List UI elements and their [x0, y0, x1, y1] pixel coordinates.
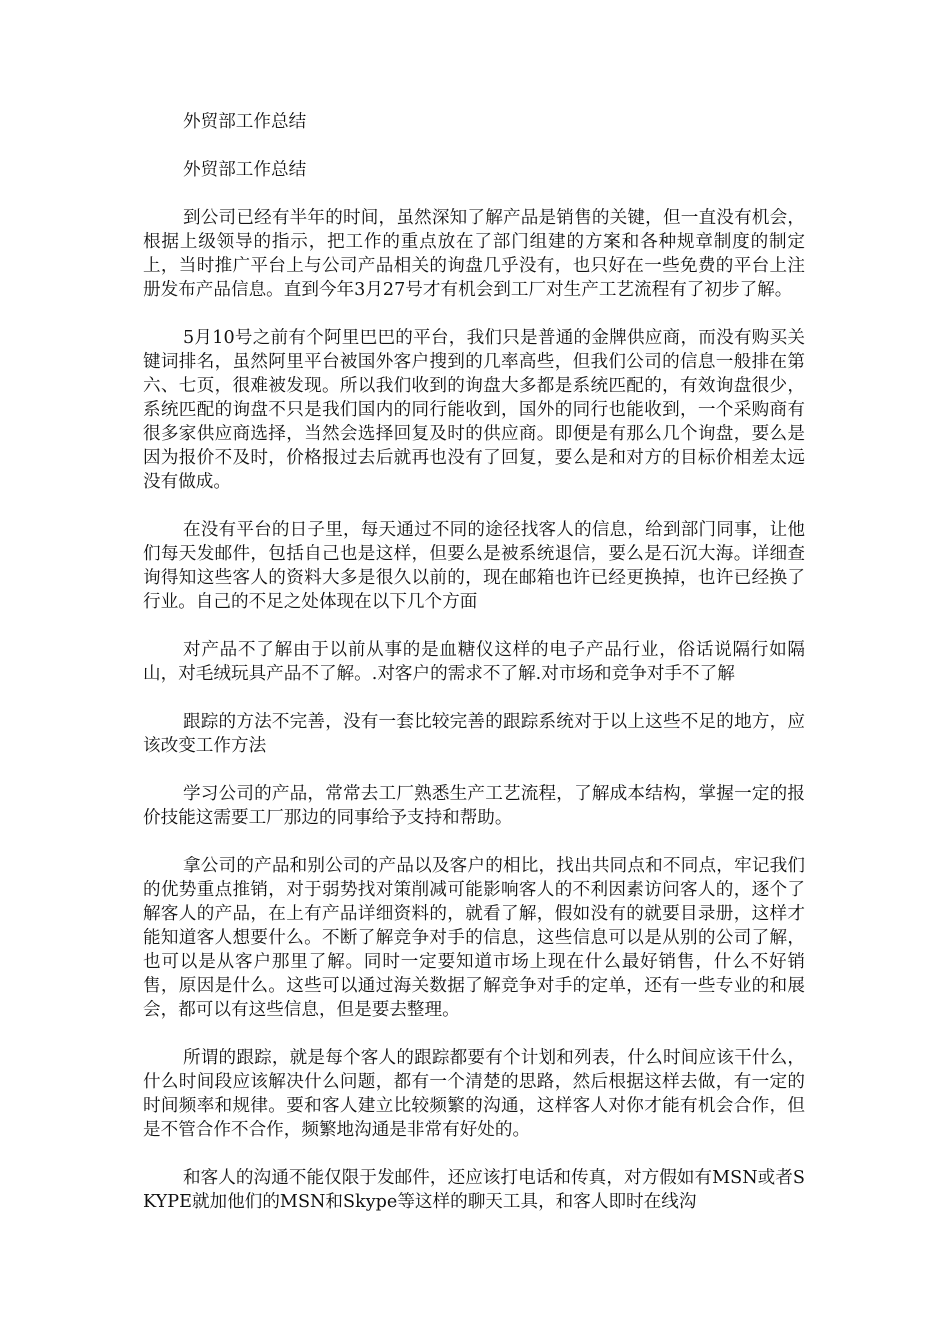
paragraph-no-platform: 在没有平台的日子里，每天通过不同的途径找客人的信息，给到部门同事，让他们每天发邮件，包括自己也是这样，但要么是被系统退信，要么是石沉大海。详细查询得知这些客人的资料大多是很久以前的，现在邮箱也许已经更换掉，也许已经换了行业。自己的不足之处体现在以下几个方面 [143, 520, 805, 612]
paragraph-alibaba-platform: 5月10号之前有个阿里巴巴的平台，我们只是普通的金牌供应商，而没有购买关键词排名，虽然阿里平台被国外客户搜到的几率高些，但我们公司的信息一般排在第六、七页，很难被发现。所以我们收到的询盘大多都是系统匹配的，有效询盘很少，系统匹配的询盘不只是我们国内的同行能收到，国外的同行也能收到，一个采购商有很多家供应商选择，当然会选择回复及时的供应商。即便是有那么几个询盘，要么是因为报价不及时，价格报过去后就再也没有了回复，要么是和对方的目标价相差太远没有做成。 [143, 328, 805, 492]
document-title: 外贸部工作总结 [183, 112, 307, 132]
paragraph-product-knowledge: 对产品不了解由于以前从事的是血糖仪这样的电子产品行业，俗话说隔行如隔山，对毛绒玩具产品不了解。.对客户的需求不了解.对市场和竞争对手不了解 [143, 640, 805, 684]
paragraph-compare-products: 拿公司的产品和别公司的产品以及客户的相比，找出共同点和不同点，牢记我们的优势重点推销，对于弱势找对策削减可能影响客人的不利因素访问客人的，逐个了解客人的产品，在上有产品详细资料的，就看了解，假如没有的就要目录册，这样才能知道客人想要什么。不断了解竞争对手的信息，这些信息可以是从别的公司了解，也可以是从客户那里了解。同时一定要知道市场上现在什么最好销售，什么不好销售，原因是什么。这些可以通过海关数据了解竞争对手的定单，还有一些专业的和展会，都可以有这些信息，但是要去整理。 [143, 856, 805, 1020]
paragraph-tracking-method: 跟踪的方法不完善，没有一套比较完善的跟踪系统对于以上这些不足的地方，应该改变工作方法 [143, 712, 805, 756]
paragraph-communication: 和客人的沟通不能仅限于发邮件，还应该打电话和传真，对方假如有MSN或者SKYPE就加他们的MSN和Skype等这样的聊天工具，和客人即时在线沟 [143, 1168, 805, 1212]
paragraph-tracking-plan: 所谓的跟踪，就是每个客人的跟踪都要有个计划和列表，什么时间应该干什么，什么时间段应该解决什么问题，都有一个清楚的思路，然后根据这样去做，有一定的时间频率和规律。要和客人建立比较频繁的沟通，这样客人对你才能有机会合作，但是不管合作不合作，频繁地沟通是非常有好处的。 [143, 1048, 805, 1140]
document-page [143, 110, 805, 1238]
paragraph-intro: 到公司已经有半年的时间，虽然深知了解产品是销售的关键，但一直没有机会，根据上级领导的指示，把工作的重点放在了部门组建的方案和各种规章制度的制定上，当时推广平台上与公司产品相关的询盘几乎没有，也只好在一些免费的平台上注册发布产品信息。直到今年3月27号才有机会到工厂对生产工艺流程有了初步了解。 [143, 208, 805, 300]
paragraph-learn-products: 学习公司的产品，常常去工厂熟悉生产工艺流程，了解成本结构，掌握一定的报价技能这需要工厂那边的同事给予支持和帮助。 [143, 784, 805, 828]
document-subtitle: 外贸部工作总结 [183, 160, 307, 180]
